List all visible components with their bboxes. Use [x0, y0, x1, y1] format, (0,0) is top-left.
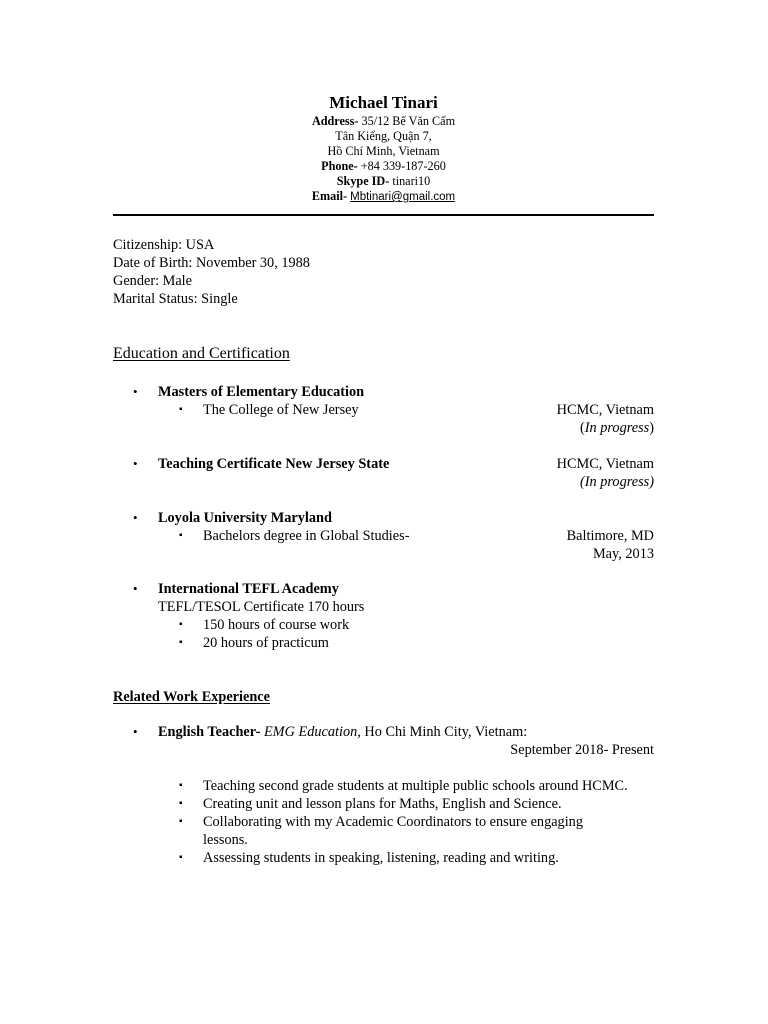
marital-status: Marital Status: Single [113, 291, 238, 307]
skype-label: Skype ID- [336, 174, 390, 188]
teaching-cert-location: HCMC, Vietnam [556, 456, 654, 472]
job-location: Ho Chi Minh City, Vietnam: [364, 724, 528, 740]
masters-status: (In progress) [580, 420, 654, 436]
email-label: Email- [311, 189, 348, 203]
loyola-location: Baltimore, MD [566, 528, 654, 544]
sub-bullet-icon: ▪ [179, 798, 183, 809]
work-entry [113, 723, 654, 759]
bullet-icon: • [133, 384, 138, 399]
duty-item: Teaching second grade students at multiple public schools around HCMC. [203, 778, 628, 794]
work-heading: Related Work Experience [113, 689, 270, 705]
loyola-title: Loyola University Maryland [158, 510, 332, 526]
education-section-title [113, 344, 654, 364]
address-line2: Tân Kiểng, Quận 7, [335, 129, 432, 143]
sub-bullet-icon: ▪ [179, 637, 183, 648]
sub-bullet-icon: ▪ [179, 780, 183, 791]
duty-item: Assessing students in speaking, listening, reading and writing. [203, 850, 559, 866]
phone-label: Phone- [321, 159, 358, 173]
duty-item: Collaborating with my Academic Coordinators to ensure engaging lessons. [203, 814, 583, 848]
sub-bullet-icon: ▪ [179, 619, 183, 630]
tefl-title: International TEFL Academy [158, 581, 339, 597]
email-line [113, 189, 654, 205]
teaching-cert-status: (In progress) [580, 474, 654, 490]
citizenship: Citizenship: USA [113, 237, 215, 253]
education-entry-teaching-cert [113, 455, 654, 491]
sub-bullet-icon: ▪ [179, 530, 183, 541]
tefl-certificate: TEFL/TESOL Certificate 170 hours [158, 599, 365, 615]
sub-bullet-icon: ▪ [179, 852, 183, 863]
job-role: English Teacher- [158, 724, 261, 740]
education-entry-loyola [113, 509, 654, 563]
address-line1: 35/12 Bế Văn Cấm [361, 114, 456, 128]
job-employer: EMG Education, [263, 724, 361, 740]
phone-line [113, 159, 654, 174]
masters-school: The College of New Jersey [203, 402, 359, 418]
header-divider [113, 214, 654, 216]
email-link[interactable]: Mbtinari@gmail.com [350, 191, 456, 203]
bullet-icon: • [133, 581, 138, 596]
education-entry-masters [113, 383, 654, 437]
phone-number: +84 339-187-260 [360, 159, 446, 173]
work-section-title [113, 688, 654, 706]
loyola-date: May, 2013 [592, 546, 654, 562]
masters-location: HCMC, Vietnam [556, 402, 654, 418]
address-line [113, 114, 654, 129]
duty-item: Creating unit and lesson plans for Maths, English and Science. [203, 796, 562, 812]
candidate-name: Michael Tinari [329, 93, 438, 112]
gender: Gender: Male [113, 273, 192, 289]
address-label: Address- [311, 114, 359, 128]
education-entry-tefl [113, 580, 654, 652]
tefl-item: 150 hours of course work [203, 617, 350, 633]
job-duties [113, 777, 654, 867]
address-line3: Hồ Chí Minh, Vietnam [327, 144, 440, 158]
tefl-item: 20 hours of practicum [203, 635, 329, 651]
loyola-degree: Bachelors degree in Global Studies- [203, 528, 410, 544]
teaching-cert-title: Teaching Certificate New Jersey State [158, 456, 390, 472]
skype-line [113, 174, 654, 189]
date-of-birth: Date of Birth: November 30, 1988 [113, 255, 310, 271]
bullet-icon: • [133, 510, 138, 525]
masters-title: Masters of Elementary Education [158, 384, 365, 400]
job-heading [158, 723, 527, 741]
sub-bullet-icon: ▪ [179, 404, 183, 415]
skype-id: tinari10 [392, 174, 431, 188]
personal-info [113, 236, 654, 308]
education-heading: Education and Certification [113, 345, 290, 362]
job-dates: September 2018- Present [510, 742, 654, 758]
bullet-icon: • [133, 724, 138, 739]
sub-bullet-icon: ▪ [179, 816, 183, 827]
bullet-icon: • [133, 456, 138, 471]
resume-header [113, 92, 654, 205]
